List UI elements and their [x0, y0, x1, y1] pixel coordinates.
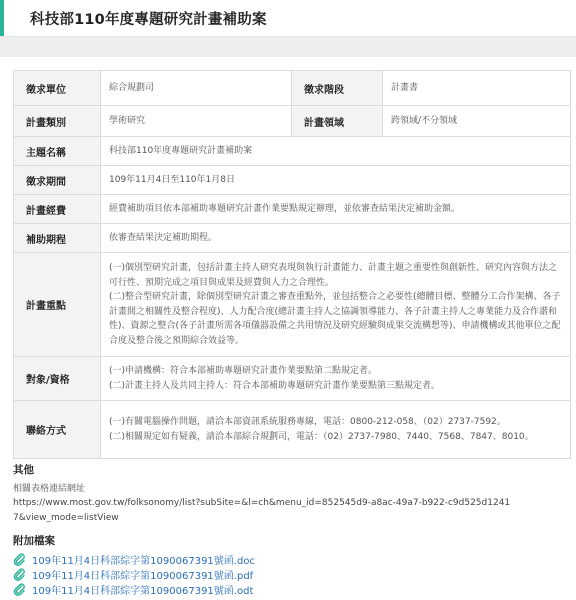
related-forms-label: 相關表格連結網址 [13, 484, 86, 494]
label-duration: 補助期程 [14, 224, 101, 253]
contact-paragraph-1: (一)有關電腦操作問題，請洽本部資訊系統服務專線，電話：0800-212-058、（02）2737-7592。 [109, 417, 506, 427]
label-budget: 計畫經費 [14, 195, 101, 224]
label-topic: 主題名稱 [14, 137, 101, 166]
label-issuing-unit: 徵求單位 [14, 71, 101, 106]
value-plan-field: 跨領域/不分領域 [383, 106, 571, 137]
value-contact [101, 401, 571, 459]
value-period: 109年11月4日至110年1月8日 [101, 166, 571, 195]
other-heading: 其他 [13, 464, 34, 476]
attachment-link-doc[interactable]: 109年11月4日科部綜字第1090067391號函.doc [32, 556, 255, 567]
label-period: 徵求期間 [14, 166, 101, 195]
attachment-link-odt[interactable]: 109年11月4日科部綜字第1090067391號函.odt [32, 586, 254, 597]
value-eligibility [101, 357, 571, 401]
value-focus [101, 253, 571, 357]
label-plan-category: 計畫類別 [14, 106, 101, 137]
table-row [14, 195, 571, 224]
eligibility-paragraph-1: (一)申請機構：符合本部補助專題研究計畫作業要點第二點規定者。 [109, 366, 378, 376]
table-row [14, 253, 571, 357]
paperclip-icon [13, 553, 26, 566]
page-title: 科技部110年度專題研究計畫補助案 [30, 12, 267, 28]
focus-paragraph-1: (一)個別型研究計畫，包括計畫主持人研究表現與執行計畫能力、計畫主題之重要性與創新性、研究內容與方法之可行性、預期完成之項目與成果及經費與人力之合理性。 [109, 263, 558, 288]
label-focus: 計畫重點 [14, 253, 101, 357]
list-item[interactable] [13, 552, 255, 567]
header-band [0, 37, 576, 57]
table-row [14, 224, 571, 253]
value-topic: 科技部110年度專題研究計畫補助案 [101, 137, 571, 166]
related-forms-url[interactable]: https://www.most.gov.tw/folksonomy/list?subSite=&l=ch&menu_id=852545d9-a8ac-49a7-b922-c9d525d12417&view_mode=listView [13, 498, 511, 523]
title-accent-bar [0, 0, 4, 36]
title-bar [0, 0, 576, 37]
eligibility-paragraph-2: (二)計畫主持人及共同主持人：符合本部補助專題研究計畫作業要點第三點規定者。 [109, 380, 441, 391]
grant-info-table [13, 70, 571, 459]
label-plan-field: 計畫領域 [292, 106, 383, 137]
table-row [14, 166, 571, 195]
table-row [14, 137, 571, 166]
focus-paragraph-2: (二)整合型研究計畫，除個別型研究計畫之審查重點外，並包括整合之必要性(總體目標、整體分工合作架構、各子計畫間之相關性及整合程度)、人力配合度(總計畫主持人之協調領導能力、各子計畫主持人之專業能力及合作諧和性)、資源之整合(各子計畫所需各項儀器設備之共用情況及研究經驗與成果交流構想等)、申請機構或其他單位之配合度及整合後之預期綜合效益等。 [109, 292, 561, 346]
table-row [14, 357, 571, 401]
value-issuing-unit: 綜合規劃司 [101, 71, 292, 106]
table-row [14, 71, 571, 106]
list-item[interactable] [13, 582, 255, 597]
value-duration: 依審查結果決定補助期程。 [101, 224, 571, 253]
label-contact: 聯絡方式 [14, 401, 101, 459]
value-call-stage: 計畫書 [383, 71, 571, 106]
paperclip-icon [13, 583, 26, 596]
label-eligibility: 對象/資格 [14, 357, 101, 401]
label-call-stage: 徵求階段 [292, 71, 383, 106]
value-budget: 經費補助項目依本部補助專題研究計畫作業要點規定辦理，並依審查結果決定補助金額。 [101, 195, 571, 224]
table-row [14, 106, 571, 137]
paperclip-icon [13, 568, 26, 581]
contact-paragraph-2: (二)相關規定如有疑義，請洽本部綜合規劃司，電話：（02）2737-7980、7440、7568、7847、8010。 [109, 431, 534, 442]
attachments-heading: 附加檔案 [13, 535, 55, 547]
attachment-link-pdf[interactable]: 109年11月4日科部綜字第1090067391號函.pdf [32, 571, 254, 582]
table-row [14, 401, 571, 459]
value-plan-category: 學術研究 [101, 106, 292, 137]
list-item[interactable] [13, 567, 255, 582]
attachment-list [13, 552, 255, 597]
